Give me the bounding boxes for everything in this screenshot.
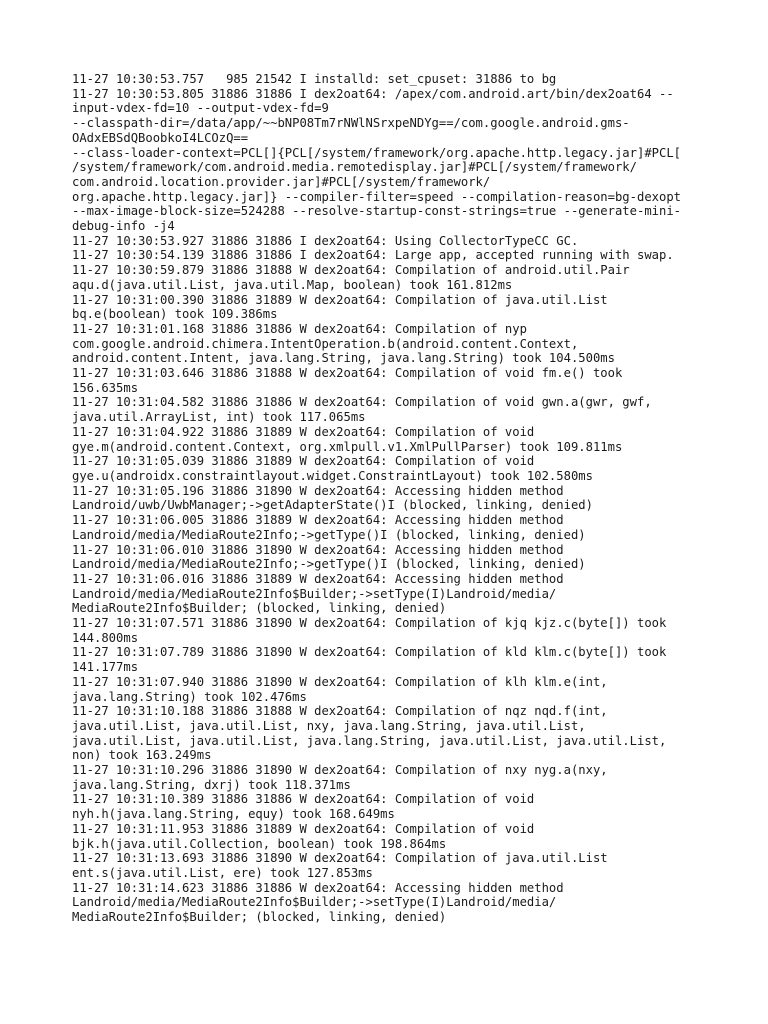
log-line: 11-27 10:31:06.010 31886 31890 W dex2oat64: Accessing hidden method <box>72 542 564 557</box>
log-line: aqu.d(java.util.List, java.util.Map, boolean) took 161.812ms <box>72 277 513 292</box>
log-line: com.android.location.provider.jar]#PCL[/system/framework/ <box>72 174 491 189</box>
log-line: 11-27 10:30:53.757 985 21542 I installd: set_cpuset: 31886 to bg <box>72 72 557 86</box>
log-line: ent.s(java.util.List, ere) took 127.853ms <box>72 865 373 880</box>
log-line: 11-27 10:31:04.922 31886 31889 W dex2oat64: Compilation of void <box>72 424 535 439</box>
log-line: 11-27 10:31:07.571 31886 31890 W dex2oat64: Compilation of kjq kjz.c(byte[]) took <box>72 616 667 631</box>
log-line: /system/framework/com.android.media.remotedisplay.jar]#PCL[/system/framework/ <box>72 160 637 175</box>
log-line: 144.800ms <box>72 630 139 645</box>
log-line: 156.635ms <box>72 380 139 395</box>
log-line: 11-27 10:31:10.188 31886 31888 W dex2oat64: Compilation of nqz nqd.f(int, <box>72 704 608 719</box>
log-line: 11-27 10:31:00.390 31886 31889 W dex2oat64: Compilation of java.util.List <box>72 292 608 307</box>
log-line: input-vdex-fd=10 --output-vdex-fd=9 <box>72 101 329 116</box>
log-line: java.util.ArrayList, int) took 117.065ms <box>72 410 366 425</box>
log-line: MediaRoute2Info$Builder; (blocked, linking, denied) <box>72 601 447 616</box>
log-line: java.util.List, java.util.List, java.lang.String, java.util.List, java.util.List, <box>72 733 667 748</box>
log-line: Landroid/media/MediaRoute2Info$Builder;->setType(I)Landroid/media/ <box>72 895 557 910</box>
log-line: 11-27 10:31:10.296 31886 31890 W dex2oat64: Compilation of nxy nyg.a(nxy, <box>72 763 608 778</box>
log-line: --classpath-dir=/data/app/~~bNP08Tm7rNWlNSrxpeNDYg==/com.google.android.gms- <box>72 116 630 131</box>
log-line: bq.e(boolean) took 109.386ms <box>72 307 278 322</box>
log-line: com.google.android.chimera.IntentOperation.b(android.content.Context, <box>72 336 579 351</box>
log-line: 11-27 10:31:07.940 31886 31890 W dex2oat64: Compilation of klh klm.e(int, <box>72 674 608 689</box>
log-line: nyh.h(java.lang.String, equy) took 168.649ms <box>72 807 395 822</box>
log-line: java.util.List, java.util.List, nxy, java.lang.String, java.util.List, <box>72 718 586 733</box>
log-line: 11-27 10:31:07.789 31886 31890 W dex2oat64: Compilation of kld klm.c(byte[]) took <box>72 645 667 660</box>
log-line: java.lang.String) took 102.476ms <box>72 689 307 704</box>
log-line: 11-27 10:30:59.879 31886 31888 W dex2oat64: Compilation of android.util.Pair <box>72 263 630 278</box>
log-line: 11-27 10:31:05.039 31886 31889 W dex2oat64: Compilation of void <box>72 454 535 469</box>
log-line: MediaRoute2Info$Builder; (blocked, linking, denied) <box>72 910 447 925</box>
log-line: 11-27 10:31:14.623 31886 31886 W dex2oat64: Accessing hidden method <box>72 880 564 895</box>
log-line: gye.u(androidx.constraintlayout.widget.ConstraintLayout) took 102.580ms <box>72 468 593 483</box>
log-line: OAdxEBSdQBoobkoI4LCOzQ== <box>72 130 249 145</box>
log-line: gye.m(android.content.Context, org.xmlpull.v1.XmlPullParser) took 109.811ms <box>72 439 623 454</box>
log-line: java.lang.String, dxrj) took 118.371ms <box>72 777 351 792</box>
log-line: 11-27 10:31:01.168 31886 31886 W dex2oat64: Compilation of nyp <box>72 321 527 336</box>
log-line: Landroid/media/MediaRoute2Info;->getType()I (blocked, linking, denied) <box>72 527 586 542</box>
log-line: org.apache.http.legacy.jar]} --compiler-filter=speed --compilation-reason=bg-dexopt <box>72 189 682 204</box>
log-line: 11-27 10:31:05.196 31886 31890 W dex2oat64: Accessing hidden method <box>72 483 564 498</box>
log-line: 11-27 10:31:10.389 31886 31886 W dex2oat64: Compilation of void <box>72 792 535 807</box>
log-line: 141.177ms <box>72 660 139 675</box>
log-line: --max-image-block-size=524288 --resolve-startup-const-strings=true --generate-mini- <box>72 204 682 219</box>
log-line: 11-27 10:31:06.016 31886 31889 W dex2oat64: Accessing hidden method <box>72 571 564 586</box>
log-line: debug-info -j4 <box>72 219 175 234</box>
log-line: android.content.Intent, java.lang.String, java.lang.String) took 104.500ms <box>72 351 615 366</box>
log-line: 11-27 10:31:04.582 31886 31886 W dex2oat64: Compilation of void gwn.a(gwr, gwf, <box>72 395 652 410</box>
log-line: non) took 163.249ms <box>72 748 212 763</box>
log-document <box>72 72 712 925</box>
log-line: bjk.h(java.util.Collection, boolean) took 198.864ms <box>72 836 447 851</box>
log-line: 11-27 10:31:06.005 31886 31889 W dex2oat64: Accessing hidden method <box>72 513 564 528</box>
log-line: Landroid/media/MediaRoute2Info$Builder;->setType(I)Landroid/media/ <box>72 586 557 601</box>
log-line: Landroid/media/MediaRoute2Info;->getType()I (blocked, linking, denied) <box>72 557 586 572</box>
log-line: Landroid/uwb/UwbManager;->getAdapterState()I (blocked, linking, denied) <box>72 498 593 513</box>
log-line: 11-27 10:31:03.646 31886 31888 W dex2oat64: Compilation of void fm.e() took <box>72 366 623 381</box>
log-line: --class-loader-context=PCL[]{PCL[/system/framework/org.apache.http.legacy.jar]#PCL[ <box>72 145 682 160</box>
log-line: 11-27 10:30:53.805 31886 31886 I dex2oat64: /apex/com.android.art/bin/dex2oat64 -- <box>72 86 674 101</box>
log-line: 11-27 10:30:54.139 31886 31886 I dex2oat64: Large app, accepted running with swap. <box>72 248 674 263</box>
log-line: 11-27 10:30:53.927 31886 31886 I dex2oat64: Using CollectorTypeCC GC. <box>72 233 579 248</box>
log-line: 11-27 10:31:11.953 31886 31889 W dex2oat64: Compilation of void <box>72 821 535 836</box>
log-line: 11-27 10:31:13.693 31886 31890 W dex2oat64: Compilation of java.util.List <box>72 851 608 866</box>
